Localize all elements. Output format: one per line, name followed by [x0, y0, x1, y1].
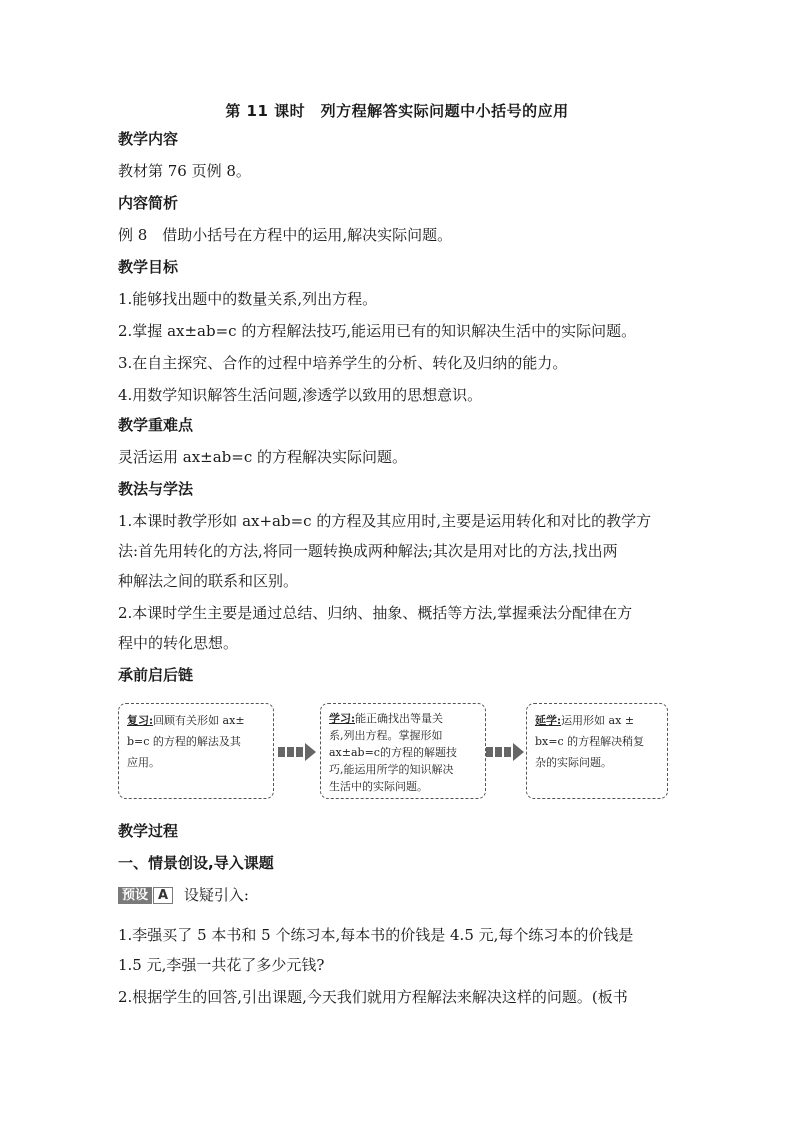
review-key: 复习:	[127, 714, 154, 727]
extend-key: 延学:	[535, 714, 562, 727]
heading-part1: 一、情景创设,导入课题	[118, 854, 274, 872]
review-line: 回顾有关形如 ax±	[153, 714, 245, 727]
goal-item: 3.在自主探究、合作的过程中培养学生的分析、转化及归纳的能力。	[118, 354, 568, 372]
extend-box	[526, 703, 668, 799]
learn-line: 能正确找出等量关	[355, 712, 444, 725]
preset-badge	[118, 886, 173, 906]
learn-line: ax±ab=c的方程的解题技	[329, 746, 457, 759]
preset-badge-label: 预设	[118, 887, 152, 904]
chain-flow	[118, 703, 678, 801]
methods-line: 程中的转化思想。	[118, 634, 239, 652]
preset-badge-letter: A	[153, 887, 173, 904]
process-line: 1.李强买了 5 本书和 5 个练习本,每本书的价钱是 4.5 元,每个练习本的价钱是	[118, 926, 634, 944]
learn-line: 生活中的实际问题。	[329, 780, 428, 793]
heading-chain: 承前启后链	[118, 666, 194, 684]
review-box	[118, 703, 274, 799]
heading-goals: 教学目标	[118, 258, 179, 276]
heading-methods: 教法与学法	[118, 480, 194, 498]
heading-key-points: 教学重难点	[118, 416, 194, 434]
heading-process: 教学过程	[118, 822, 179, 840]
extend-line: 运用形如 ax ±	[561, 714, 635, 727]
extend-line: bx=c 的方程解决稍复	[535, 735, 645, 748]
methods-line: 法:首先用转化的方法,将同一题转换成两种解法;其次是用对比的方法,找出两	[118, 542, 618, 560]
analysis-text: 例 8 借助小括号在方程中的运用,解决实际问题。	[118, 226, 453, 244]
goal-item: 2.掌握 ax±ab=c 的方程解法技巧,能运用已有的知识解决生活中的实际问题。	[118, 322, 637, 340]
review-line: b=c 的方程的解法及其	[127, 735, 241, 748]
intro-text: 设疑引入:	[183, 886, 249, 904]
arrow-right-icon	[278, 743, 318, 761]
process-line: 1.5 元,李强一共花了多少元钱?	[118, 956, 325, 974]
extend-line: 杂的实际问题。	[535, 756, 612, 769]
methods-line: 种解法之间的联系和区别。	[118, 572, 299, 590]
learn-line: 系,列出方程。掌握形如	[329, 729, 443, 742]
methods-line: 2.本课时学生主要是通过总结、归纳、抽象、概括等方法,掌握乘法分配律在方	[118, 604, 633, 622]
key-text: 灵活运用 ax±ab=c 的方程解决实际问题。	[118, 448, 408, 466]
heading-analysis: 内容简析	[118, 194, 179, 212]
learn-key: 学习:	[329, 712, 356, 725]
learn-line: 巧,能运用所学的知识解决	[329, 763, 454, 776]
goal-item: 1.能够找出题中的数量关系,列出方程。	[118, 290, 378, 308]
goal-item: 4.用数学知识解答生活问题,渗透学以致用的思想意识。	[118, 386, 483, 404]
content-text: 教材第 76 页例 8。	[118, 162, 251, 180]
process-line: 2.根据学生的回答,引出课题,今天我们就用方程解法来解决这样的问题。(板书	[118, 988, 628, 1006]
review-line: 应用。	[127, 756, 160, 769]
heading-content: 教学内容	[118, 130, 179, 148]
learn-box	[320, 703, 486, 799]
page-title: 第 11 课时 列方程解答实际问题中小括号的应用	[225, 102, 569, 120]
methods-line: 1.本课时教学形如 ax+ab=c 的方程及其应用时,主要是运用转化和对比的教学方	[118, 512, 652, 530]
intro-row	[118, 885, 249, 906]
arrow-right-icon	[486, 743, 526, 761]
